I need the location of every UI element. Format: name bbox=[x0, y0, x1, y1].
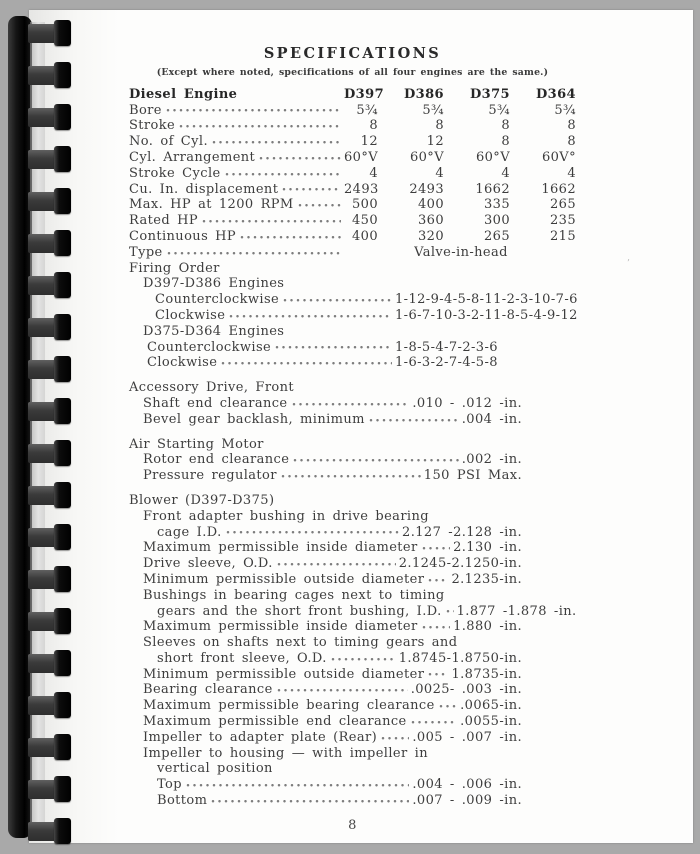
spec-row bbox=[129, 468, 522, 484]
spec-value: 2.130 -in. bbox=[453, 540, 522, 556]
binding-tooth bbox=[28, 356, 72, 382]
firing-order-row bbox=[129, 308, 576, 324]
cell-value: 2493 bbox=[344, 181, 379, 197]
binding-tooth-tip bbox=[54, 776, 71, 802]
binding-tooth bbox=[28, 650, 72, 676]
cell-value: 2493 bbox=[409, 181, 444, 197]
column-header-d364: D364 bbox=[535, 86, 576, 102]
cell-value: 235 bbox=[549, 213, 576, 229]
dot-leader bbox=[167, 251, 343, 258]
dot-leader bbox=[212, 140, 341, 147]
binding-tooth bbox=[28, 608, 72, 634]
table-row-stroke-cycle bbox=[129, 166, 576, 182]
dot-leader bbox=[369, 418, 459, 425]
spec-row bbox=[129, 730, 522, 746]
row-label: Max. HP at 1200 RPM bbox=[129, 197, 294, 213]
cell-value: 4 bbox=[567, 165, 576, 181]
cell-value: 4 bbox=[435, 165, 444, 181]
spec-row bbox=[129, 412, 522, 428]
spec-value: 2.127 -2.128 -in. bbox=[402, 524, 522, 540]
table-row-cylinders bbox=[129, 134, 576, 150]
spec-row bbox=[129, 509, 522, 525]
table-row-continuous-hp bbox=[129, 229, 576, 245]
binding-tooth bbox=[28, 314, 72, 340]
row-label: Shaft end clearance bbox=[143, 395, 288, 411]
dot-leader bbox=[240, 235, 341, 242]
column-header-d375: D375 bbox=[469, 86, 510, 102]
page-content bbox=[29, 10, 693, 834]
section-heading-accessory-drive: Accessory Drive, Front bbox=[129, 380, 295, 396]
row-label: Top bbox=[157, 777, 183, 793]
cell-value: 4 bbox=[369, 165, 378, 181]
section-heading-blower: Blower (D397-D375) bbox=[129, 492, 275, 508]
cell-value: 1662 bbox=[541, 181, 576, 197]
dot-leader bbox=[428, 578, 448, 585]
row-label: gears and the short front bushing, I.D. bbox=[157, 603, 442, 619]
row-label: Drive sleeve, O.D. bbox=[143, 556, 273, 572]
row-label: vertical position bbox=[157, 761, 273, 777]
cell-value: 4 bbox=[501, 165, 510, 181]
binding-tooth bbox=[28, 692, 72, 718]
row-label: Clockwise bbox=[155, 307, 226, 323]
row-label: Bevel gear backlash, minimum bbox=[143, 411, 365, 427]
dot-leader bbox=[298, 203, 341, 210]
binding-tooth bbox=[28, 62, 72, 88]
firing-sequence: 1-6-7-10-3-2-11-8-5-4-9-12 bbox=[395, 307, 578, 323]
spec-value: 1.880 -in. bbox=[453, 619, 522, 635]
row-label: Cu. In. displacement bbox=[129, 181, 279, 197]
dot-leader bbox=[281, 474, 421, 481]
binding-tooth bbox=[28, 776, 72, 802]
binding-tooth-tip bbox=[54, 482, 71, 508]
spec-value: .004 - .006 -in. bbox=[412, 777, 522, 793]
spec-value: 2.1245-2.1250-in. bbox=[398, 556, 522, 572]
binding-tooth-tip bbox=[54, 650, 71, 676]
firing-order-row bbox=[129, 292, 576, 308]
row-label: Bore bbox=[129, 102, 162, 118]
row-label: Cyl. Arrangement bbox=[129, 149, 256, 165]
cell-value: 335 bbox=[483, 197, 510, 213]
table-row-arrangement bbox=[129, 150, 576, 166]
dot-leader bbox=[282, 187, 341, 194]
spec-row bbox=[129, 667, 522, 683]
binding-tooth bbox=[28, 440, 72, 466]
spec-row bbox=[129, 556, 522, 572]
row-label: Stroke bbox=[129, 118, 176, 134]
scan-speck: ’ bbox=[627, 259, 630, 269]
binding-tooth-tip bbox=[54, 398, 71, 424]
cell-value: 8 bbox=[369, 118, 378, 134]
spec-row bbox=[129, 714, 522, 730]
row-label: Maximum permissible inside diameter bbox=[143, 619, 418, 635]
row-label: Rated HP bbox=[129, 213, 198, 229]
cell-value: 8 bbox=[501, 118, 510, 134]
binding-tooth bbox=[28, 734, 72, 760]
spec-row bbox=[129, 588, 522, 604]
cell-value: 300 bbox=[483, 213, 510, 229]
cell-value: 60°V bbox=[475, 149, 510, 165]
column-header-d386: D386 bbox=[403, 86, 444, 102]
row-label: Front adapter bushing in drive bearing bbox=[143, 508, 429, 524]
spec-value: 1.8735-in. bbox=[451, 666, 522, 682]
spec-row-continuation bbox=[129, 651, 522, 667]
row-label: Counterclockwise bbox=[155, 292, 280, 308]
cell-value: 8 bbox=[435, 118, 444, 134]
cell-value: 60°V bbox=[344, 149, 379, 165]
dot-leader bbox=[446, 609, 454, 616]
spec-row bbox=[129, 777, 522, 793]
cell-value: 12 bbox=[360, 134, 378, 150]
manual-page bbox=[29, 10, 693, 843]
cell-value: 400 bbox=[351, 228, 378, 244]
binding-tooth bbox=[28, 188, 72, 214]
cell-value: 450 bbox=[351, 213, 378, 229]
dot-leader bbox=[225, 172, 341, 179]
dot-leader bbox=[202, 219, 341, 226]
spec-row bbox=[129, 452, 522, 468]
spec-value: 1.877 -1.878 -in. bbox=[456, 603, 577, 619]
binding-tooth-tip bbox=[54, 734, 71, 760]
row-label: Minimum permissible outside diameter bbox=[143, 571, 425, 587]
row-label: Stroke Cycle bbox=[129, 165, 221, 181]
cell-value: 60V° bbox=[541, 149, 576, 165]
binding-tooth-tip bbox=[54, 104, 71, 130]
binding-tooth-tip bbox=[54, 20, 71, 46]
cell-value: Valve-in-head bbox=[414, 244, 508, 260]
engine-table-header bbox=[129, 87, 576, 103]
table-row-stroke bbox=[129, 118, 576, 134]
binding-tooth bbox=[28, 566, 72, 592]
firing-order-row bbox=[129, 340, 576, 356]
binding-tooth-tip bbox=[54, 314, 71, 340]
dot-leader bbox=[186, 783, 409, 790]
firing-sequence: 1-12-9-4-5-8-11-2-3-10-7-6 bbox=[395, 292, 578, 308]
firing-order-group-heading: D397-D386 Engines bbox=[143, 276, 285, 292]
table-row-displacement bbox=[129, 182, 576, 198]
row-label: Rotor end clearance bbox=[143, 452, 290, 468]
page-number: 8 bbox=[348, 817, 357, 833]
table-row-bore bbox=[129, 103, 576, 119]
spec-row bbox=[129, 793, 522, 809]
dot-leader bbox=[411, 720, 457, 727]
row-label: Clockwise bbox=[147, 355, 218, 371]
row-label: Continuous HP bbox=[129, 228, 237, 244]
dot-leader bbox=[226, 530, 399, 537]
cell-value: 5¾ bbox=[356, 102, 378, 118]
binding-tooth-tip bbox=[54, 524, 71, 550]
binding-tooth bbox=[28, 230, 72, 256]
dot-leader bbox=[211, 799, 409, 806]
dot-leader bbox=[422, 625, 450, 632]
binding-tooth-tip bbox=[54, 440, 71, 466]
cell-value: 8 bbox=[501, 134, 510, 150]
spec-row bbox=[129, 635, 522, 651]
spec-value: 2.1235-in. bbox=[451, 571, 522, 587]
table-row-max-hp bbox=[129, 197, 576, 213]
binding-tooth bbox=[28, 818, 72, 844]
binding-tooth bbox=[28, 20, 72, 46]
cell-value: 400 bbox=[417, 197, 444, 213]
spec-value: .004 -in. bbox=[461, 411, 522, 427]
row-label: Counterclockwise bbox=[147, 339, 272, 355]
binding-tooth bbox=[28, 524, 72, 550]
spec-value: .007 - .009 -in. bbox=[412, 793, 522, 809]
spec-value: .0055-in. bbox=[460, 714, 522, 730]
page-title: SPECIFICATIONS bbox=[263, 45, 442, 62]
dot-leader bbox=[439, 704, 457, 711]
cell-value: 320 bbox=[417, 228, 444, 244]
cell-value: 60°V bbox=[409, 149, 444, 165]
section-heading-air-starting-motor: Air Starting Motor bbox=[129, 436, 264, 452]
row-label: short front sleeve, O.D. bbox=[157, 650, 327, 666]
cell-value: 1662 bbox=[475, 181, 510, 197]
row-label: Pressure regulator bbox=[143, 468, 277, 484]
spec-row bbox=[129, 746, 522, 762]
spec-value: .005 - .007 -in. bbox=[412, 729, 522, 745]
dot-leader bbox=[293, 458, 458, 465]
row-label: Sleeves on shafts next to timing gears and bbox=[143, 635, 458, 651]
spec-row bbox=[129, 396, 522, 412]
binding-tooth bbox=[28, 398, 72, 424]
dot-leader bbox=[422, 546, 450, 553]
row-label: Minimum permissible outside diameter bbox=[143, 666, 425, 682]
dot-leader bbox=[428, 672, 448, 679]
firing-order-group-heading: D375-D364 Engines bbox=[143, 323, 285, 339]
table-row-rated-hp bbox=[129, 213, 576, 229]
page-subtitle: (Except where noted, specifications of all four engines are the same.) bbox=[156, 66, 549, 78]
row-label: Maximum permissible end clearance bbox=[143, 714, 407, 730]
column-header-d397: D397 bbox=[344, 86, 385, 102]
table-header-label: Diesel Engine bbox=[129, 86, 238, 102]
cell-value: 8 bbox=[567, 134, 576, 150]
firing-sequence: 1-8-5-4-7-2-3-6 bbox=[395, 339, 498, 355]
binding-tooth bbox=[28, 272, 72, 298]
row-label: Impeller to housing — with impeller in bbox=[143, 745, 428, 761]
row-label: No. of Cyl. bbox=[129, 134, 208, 150]
spec-row-continuation bbox=[129, 761, 522, 777]
spec-value: .0025- .003 -in. bbox=[410, 682, 522, 698]
spec-row bbox=[129, 698, 522, 714]
binding-tooth-tip bbox=[54, 230, 71, 256]
table-row-type bbox=[129, 245, 576, 261]
dot-leader bbox=[221, 361, 392, 368]
cell-value: 360 bbox=[417, 213, 444, 229]
binding-tooth-tip bbox=[54, 566, 71, 592]
cell-value: 8 bbox=[567, 118, 576, 134]
binding-tooth bbox=[28, 104, 72, 130]
cell-value: 265 bbox=[483, 228, 510, 244]
binding-tooth-tip bbox=[54, 188, 71, 214]
binding-tooth-tip bbox=[54, 608, 71, 634]
binding-tooth-tip bbox=[54, 692, 71, 718]
dot-leader bbox=[229, 314, 392, 321]
row-label: Type bbox=[129, 244, 163, 260]
spec-row bbox=[129, 540, 522, 556]
row-label: Impeller to adapter plate (Rear) bbox=[143, 729, 378, 745]
firing-sequence: 1-6-3-2-7-4-5-8 bbox=[395, 355, 498, 371]
dot-leader bbox=[331, 657, 396, 664]
cell-value: 12 bbox=[426, 134, 444, 150]
spec-row bbox=[129, 619, 522, 635]
dot-leader bbox=[166, 108, 341, 115]
row-label: Bushings in bearing cages next to timing bbox=[143, 587, 445, 603]
spec-row-continuation bbox=[129, 525, 522, 541]
firing-order-row bbox=[129, 355, 576, 371]
binding-tooth bbox=[28, 482, 72, 508]
binding-tooth-tip bbox=[54, 356, 71, 382]
spec-row bbox=[129, 682, 522, 698]
dot-leader bbox=[179, 124, 341, 131]
spiral-binding bbox=[8, 16, 72, 838]
cell-value: 215 bbox=[549, 228, 576, 244]
binding-tooth-tip bbox=[54, 62, 71, 88]
binding-tooth bbox=[28, 146, 72, 172]
row-label: Bottom bbox=[157, 793, 208, 809]
cell-value: 5¾ bbox=[422, 102, 444, 118]
cell-value: 265 bbox=[549, 197, 576, 213]
dot-leader bbox=[259, 156, 341, 163]
dot-leader bbox=[283, 298, 392, 305]
dot-leader bbox=[275, 345, 392, 352]
firing-order-heading: Firing Order bbox=[129, 260, 220, 276]
spec-value: 1.8745-1.8750-in. bbox=[398, 650, 522, 666]
spec-row bbox=[129, 572, 522, 588]
spec-value: .010 - .012 -in. bbox=[412, 395, 522, 411]
dot-leader bbox=[277, 562, 396, 569]
spec-value: .002 -in. bbox=[461, 452, 522, 468]
binding-tooth-tip bbox=[54, 146, 71, 172]
row-label: Maximum permissible bearing clearance bbox=[143, 698, 435, 714]
row-label: Maximum permissible inside diameter bbox=[143, 540, 418, 556]
binding-tooth-tip bbox=[54, 272, 71, 298]
spec-value: .0065-in. bbox=[460, 698, 522, 714]
spec-row-continuation bbox=[129, 603, 577, 620]
cell-value: 500 bbox=[351, 197, 378, 213]
row-label: Bearing clearance bbox=[143, 682, 273, 698]
row-label: cage I.D. bbox=[157, 524, 222, 540]
cell-value: 5¾ bbox=[554, 102, 576, 118]
spec-value: 150 PSI Max. bbox=[423, 468, 522, 484]
dot-leader bbox=[292, 402, 410, 409]
cell-value: 5¾ bbox=[488, 102, 510, 118]
dot-leader bbox=[381, 736, 409, 743]
dot-leader bbox=[277, 688, 408, 695]
binding-tooth-tip bbox=[54, 818, 71, 844]
